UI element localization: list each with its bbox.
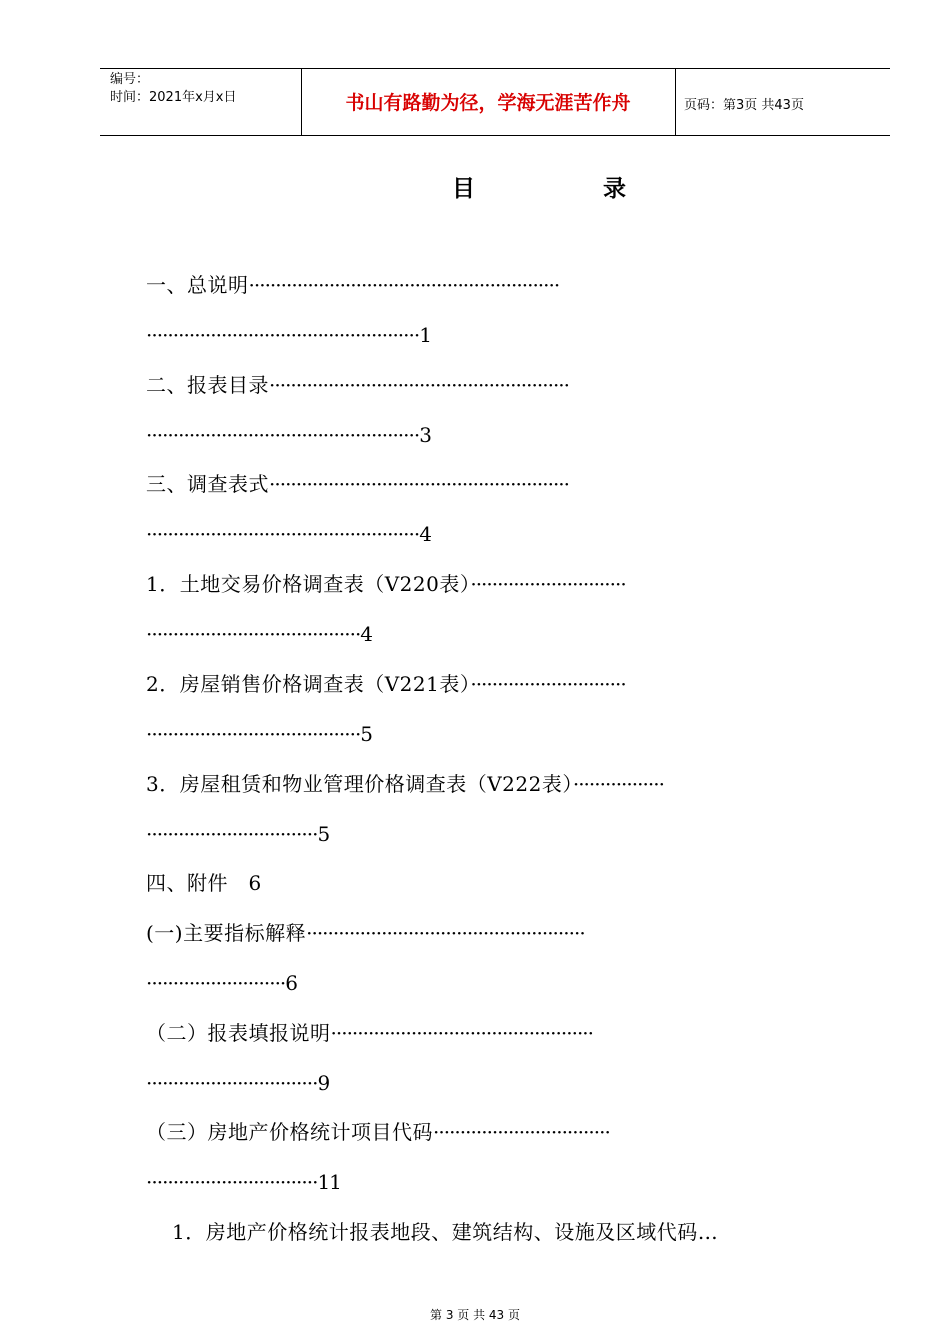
page-footer: 第 3 页 共 43 页 (430, 1308, 520, 1322)
header-page-info: 页码：第3页 共43页 (684, 98, 804, 113)
header-divider-right (675, 68, 676, 135)
toc-entry-label: （二）报表填报说明 (146, 1021, 331, 1045)
toc-leader-dots: ···················································· (306, 921, 585, 945)
toc-entry-filling-instructions[interactable] (146, 1018, 846, 1048)
toc-entry-label: 2．房屋销售价格调查表（V221表） (146, 672, 471, 696)
toc-leader-dots: ····························· (470, 572, 626, 596)
toc-leader-page: ································11 (146, 1170, 341, 1194)
header-meta (110, 71, 295, 107)
toc-entry-page-line (146, 320, 431, 350)
toc-entry-page-line (146, 1167, 341, 1197)
toc-entry-appendix[interactable] (146, 868, 262, 898)
document-date: 时间：2021年x月x日 (110, 90, 237, 105)
toc-leader-dots: ················································· (330, 1021, 594, 1045)
toc-leader-dots: ························································ (269, 373, 570, 397)
toc-entry-location-codes[interactable] (172, 1217, 852, 1247)
toc-entry-label: 3．房屋租赁和物业管理价格调查表（V222表） (146, 772, 573, 796)
toc-entry-label: (一)主要指标解释 (146, 921, 307, 945)
toc-entry-project-codes[interactable] (146, 1117, 846, 1147)
toc-entry-page-line (146, 719, 372, 749)
toc-entry-label: 三、调查表式 (146, 472, 269, 496)
toc-entry-survey-forms[interactable] (146, 469, 846, 499)
header-motto: 书山有路勤为径，学海无涯苦作舟 (345, 92, 631, 114)
toc-entry-page-line (146, 420, 431, 450)
toc-entry-label: 1．土地交易价格调查表（V220表） (146, 572, 471, 596)
toc-entry-indicator-definitions[interactable] (146, 918, 846, 948)
toc-leader-dots: ························································ (269, 472, 570, 496)
toc-leader-page: ········································4 (146, 622, 373, 646)
toc-leader-dots: ····························· (470, 672, 626, 696)
toc-leader-page: ································9 (146, 1071, 330, 1095)
toc-entry-label: 四、附件 6 (146, 871, 262, 895)
toc-leader-page: ···················································3 (146, 423, 431, 447)
header-top-rule (100, 68, 890, 69)
serial-number-label: 编号： (110, 72, 150, 87)
toc-entry-page-line (146, 1068, 329, 1098)
toc-leader-page: ··························6 (146, 971, 298, 995)
toc-leader-page: ································5 (146, 822, 330, 846)
toc-leader-dots: ································· (433, 1120, 610, 1144)
toc-leader-page: ···················································4 (146, 522, 431, 546)
toc-entry-housing-sales-survey[interactable] (146, 669, 846, 699)
toc-leader-page: ···················································1 (146, 323, 431, 347)
toc-entry-label: （三）房地产价格统计项目代码 (146, 1120, 433, 1144)
toc-entry-label: 一、总说明 (146, 273, 249, 297)
toc-entry-label: 1．房地产价格统计报表地段、建筑结构、设施及区域代码… (172, 1220, 719, 1244)
toc-entry-page-line (146, 968, 297, 998)
page-title-char-1: 目 (452, 176, 475, 202)
toc-entry-report-catalog[interactable] (146, 370, 846, 400)
toc-leader-dots: ················· (572, 772, 664, 796)
toc-entry-rental-survey[interactable] (146, 769, 846, 799)
header-bottom-rule (100, 135, 890, 136)
toc-entry-land-price-survey[interactable] (146, 569, 846, 599)
toc-leader-dots: ·························································· (248, 273, 560, 297)
page-title-char-2: 录 (603, 176, 626, 202)
toc-leader-page: ········································5 (146, 722, 373, 746)
toc-entry-label: 二、报表目录 (146, 373, 269, 397)
toc-entry-page-line (146, 819, 329, 849)
toc-entry-general-description[interactable] (146, 270, 846, 300)
toc-entry-page-line (146, 519, 431, 549)
toc-entry-page-line (146, 619, 372, 649)
